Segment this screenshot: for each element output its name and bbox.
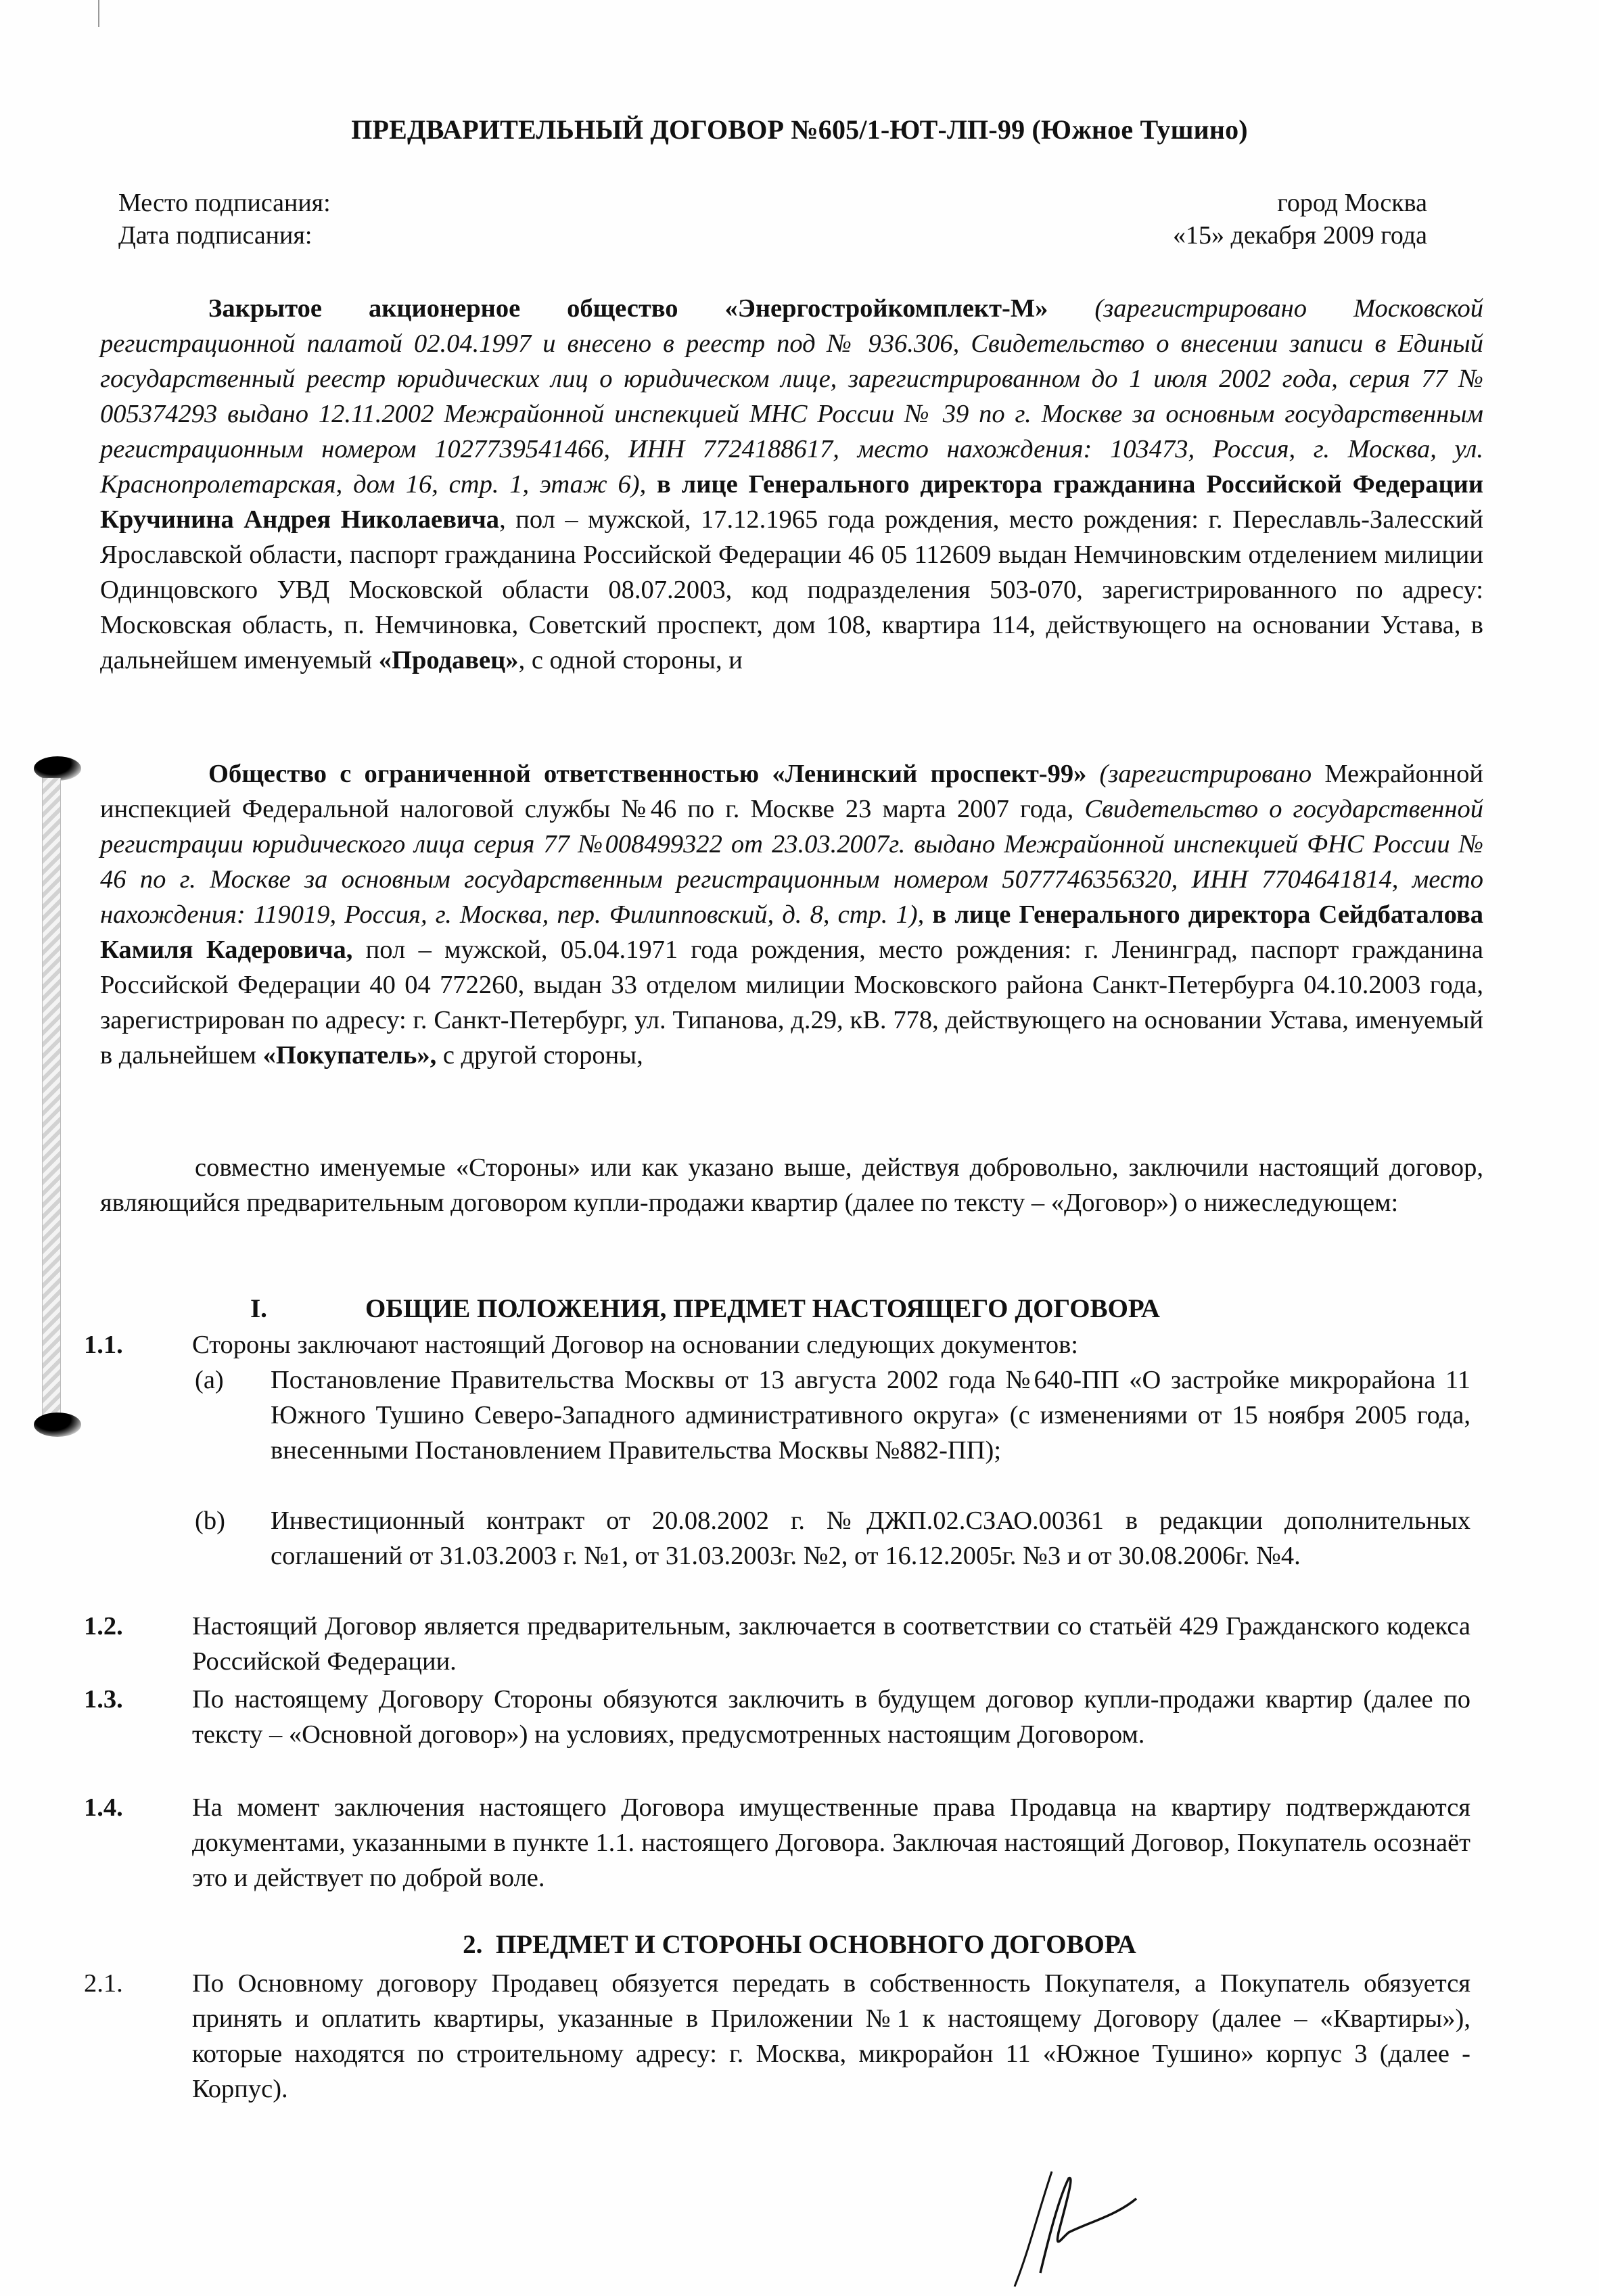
section-2-number: 2. xyxy=(463,1930,483,1959)
clause-1-4 xyxy=(84,1790,1470,1896)
buyer-tail: с другой стороны, xyxy=(436,1041,643,1070)
section-1-title: ОБЩИЕ ПОЛОЖЕНИЯ, ПРЕДМЕТ НАСТОЯЩЕГО ДОГОВОРА xyxy=(365,1294,1160,1323)
subitem-b xyxy=(195,1503,1470,1574)
signing-date-value: «15» декабря 2009 года xyxy=(1172,221,1427,250)
clause-2-1 xyxy=(84,1966,1470,2107)
subitem-a xyxy=(195,1362,1470,1468)
document-title: ПРЕДВАРИТЕЛЬНЫЙ ДОГОВОР №605/1-ЮТ-ЛП-99 (Южное Тушино) xyxy=(351,114,1248,145)
subitem-number: (b) xyxy=(195,1507,225,1535)
clause-1-3 xyxy=(84,1682,1470,1752)
clause-text: По настоящему Договору Стороны обязуются заключить в будущем договор купли-продажи квартир (далее по тексту – «Основной договор») на условиях, предусмотренных настоящим Договором. xyxy=(192,1685,1470,1749)
signature-icon xyxy=(988,2158,1204,2293)
buyer-paragraph xyxy=(100,756,1483,1073)
preamble-text: совместно именуемые «Стороны» или как указано выше, действуя добровольно, заключили настоящий договор, являющийся предварительным договором купли-продажи квартир (далее по тексту – «Договор») о нижеследующем: xyxy=(100,1153,1483,1217)
seller-registration: (зарегистрировано Московской регистрационной палатой 02.04.1997 и внесено в реестр под № 936.306, Свидетельство о внесении записи в Единый государственный реестр юридических лиц о юридическом лице, зарегистрированном до 1 июля 2002 года, серия 77 № 005374293 выдано 12.11.2002 Межрайонной инспекцией МНС России № 39 по г. Москве за основным государственным регистрационным номером 1027739541466, ИНН 7724188617, место нахождения: 103473, Россия, г. Москва, ул. Краснопролетарская, дом 16, стр. 1, этаж 6), xyxy=(100,294,1483,499)
subitem-text: Инвестиционный контракт от 20.08.2002 г. №ДЖП.02.СЗАО.00361 в редакции дополнительных соглашений от 31.03.2003 г. №1, от 31.03.2003г. №2, от 16.12.2005г. №3 и от 30.08.2006г. №4. xyxy=(271,1507,1470,1570)
clause-1-2 xyxy=(84,1609,1470,1679)
preamble-paragraph xyxy=(100,1150,1483,1220)
seller-name: Закрытое акционерное общество «Энергостройкомплект-М» xyxy=(208,294,1048,323)
signing-place-row xyxy=(118,188,1427,218)
clause-1-1 xyxy=(84,1327,1470,1362)
signing-place-label: Место подписания: xyxy=(118,189,331,217)
signing-date-label: Дата подписания: xyxy=(118,221,312,250)
seller-role: «Продавец» xyxy=(378,646,519,674)
subitem-text: Постановление Правительства Москвы от 13 августа 2002 года №640-ПП «О застройке микрорайона 11 Южного Тушино Северо-Западного административного округа» (с изменениями от 15 ноября 2005 года, внесенными Постановлением Правительства Москвы №882-ПП); xyxy=(271,1366,1470,1465)
subitem-number: (a) xyxy=(195,1366,224,1394)
seller-representative: в лице Генерального директора гражданина Российской Федерации Кручинина Андрея Николаевича xyxy=(100,470,1484,534)
buyer-details: пол – мужской, 05.04.1971 года рождения, место рождения: г. Ленинград, паспорт гражданина Российской Федерации 40 04 772260, выдан 33 отделом милиции Московского района Санкт-Петербурга 04.10.2003 года, зарегистрирован по адресу: г. Санкт-Петербург, ул. Типанова, д.29, кВ. 778, действующего на основании Устава, именуемый в дальнейшем xyxy=(100,936,1483,1070)
signing-place-value: город Москва xyxy=(1277,189,1427,217)
signing-date-row xyxy=(118,221,1427,250)
section-2-title: ПРЕДМЕТ И СТОРОНЫ ОСНОВНОГО ДОГОВОРА xyxy=(495,1930,1136,1959)
clause-number: 2.1. xyxy=(84,1969,123,1998)
clause-number: 1.1. xyxy=(84,1331,123,1359)
buyer-name: Общество с ограниченной ответственностью «Ленинский проспект-99» xyxy=(208,760,1087,788)
clause-text: Стороны заключают настоящий Договор на основании следующих документов: xyxy=(192,1331,1078,1359)
buyer-role: «Покупатель», xyxy=(262,1041,437,1070)
binding-cord xyxy=(42,778,61,1424)
buyer-representative: в лице Генерального директора Сейдбаталова Камиля Кадеровича, xyxy=(100,900,1483,964)
seller-paragraph xyxy=(100,291,1483,678)
clause-number: 1.4. xyxy=(84,1793,123,1822)
binding-hole-top xyxy=(34,756,81,781)
clause-text: По Основному договору Продавец обязуется передать в собственность Покупателя, а Покупатель обязуется принять и оплатить квартиры, указанные в Приложении №1 к настоящему Договору (далее – «Квартиры»), которые находятся по строительному адресу: г. Москва, микрорайон 11 «Южное Тушино» корпус 3 (далее - Корпус). xyxy=(192,1969,1470,2103)
buyer-reg-plain: Межрайонной инспекцией Федеральной налоговой службы №46 по г. Москве 23 марта 2007 года, xyxy=(100,760,1483,823)
seller-tail: , с одной стороны, и xyxy=(518,646,743,674)
buyer-registration: Свидетельство о государственной регистрации юридического лица серия 77 №008499322 от 23.03.2007г. выдано Межрайонной инспекцией ФНС России № 46 по г. Москве за основным государственным регистрационным номером 5077746356320, ИНН 7704641814, место нахождения: 119019, Россия, г. Москва, пер. Филипповский, д. 8, стр. 1), xyxy=(100,795,1483,929)
clause-number: 1.3. xyxy=(84,1685,123,1714)
section-1-number: I. xyxy=(250,1294,267,1323)
section-2-heading xyxy=(0,1929,1599,1960)
scan-mark xyxy=(98,0,99,27)
clause-text: На момент заключения настоящего Договора имущественные права Продавца на квартиру подтверждаются документами, указанными в пункте 1.1. настоящего Договора. Заключая настоящий Договор, Покупатель осознаёт это и действует по доброй воле. xyxy=(192,1793,1470,1892)
buyer-reg-prefix: (зарегистрировано xyxy=(1086,760,1312,788)
clause-number: 1.2. xyxy=(84,1612,123,1640)
section-1-heading xyxy=(250,1293,1400,1324)
seller-details: , пол – мужской, 17.12.1965 года рождения, место рождения: г. Переславль-Залесский Ярославской области, паспорт гражданина Российской Федерации 46 05 112609 выдан Немчиновским отделением милиции Одинцовского УВД Московской области 08.07.2003, код подразделения 503-070, зарегистрированного по адресу: Московская область, п. Немчиновка, Советский проспект, дом 108, квартира 114, действующего на основании Устава, в дальнейшем именуемый xyxy=(100,505,1483,674)
binding-hole-bottom xyxy=(34,1413,81,1437)
clause-text: Настоящий Договор является предварительным, заключается в соответствии со статьёй 429 Гражданского кодекса Российской Федерации. xyxy=(192,1612,1470,1676)
